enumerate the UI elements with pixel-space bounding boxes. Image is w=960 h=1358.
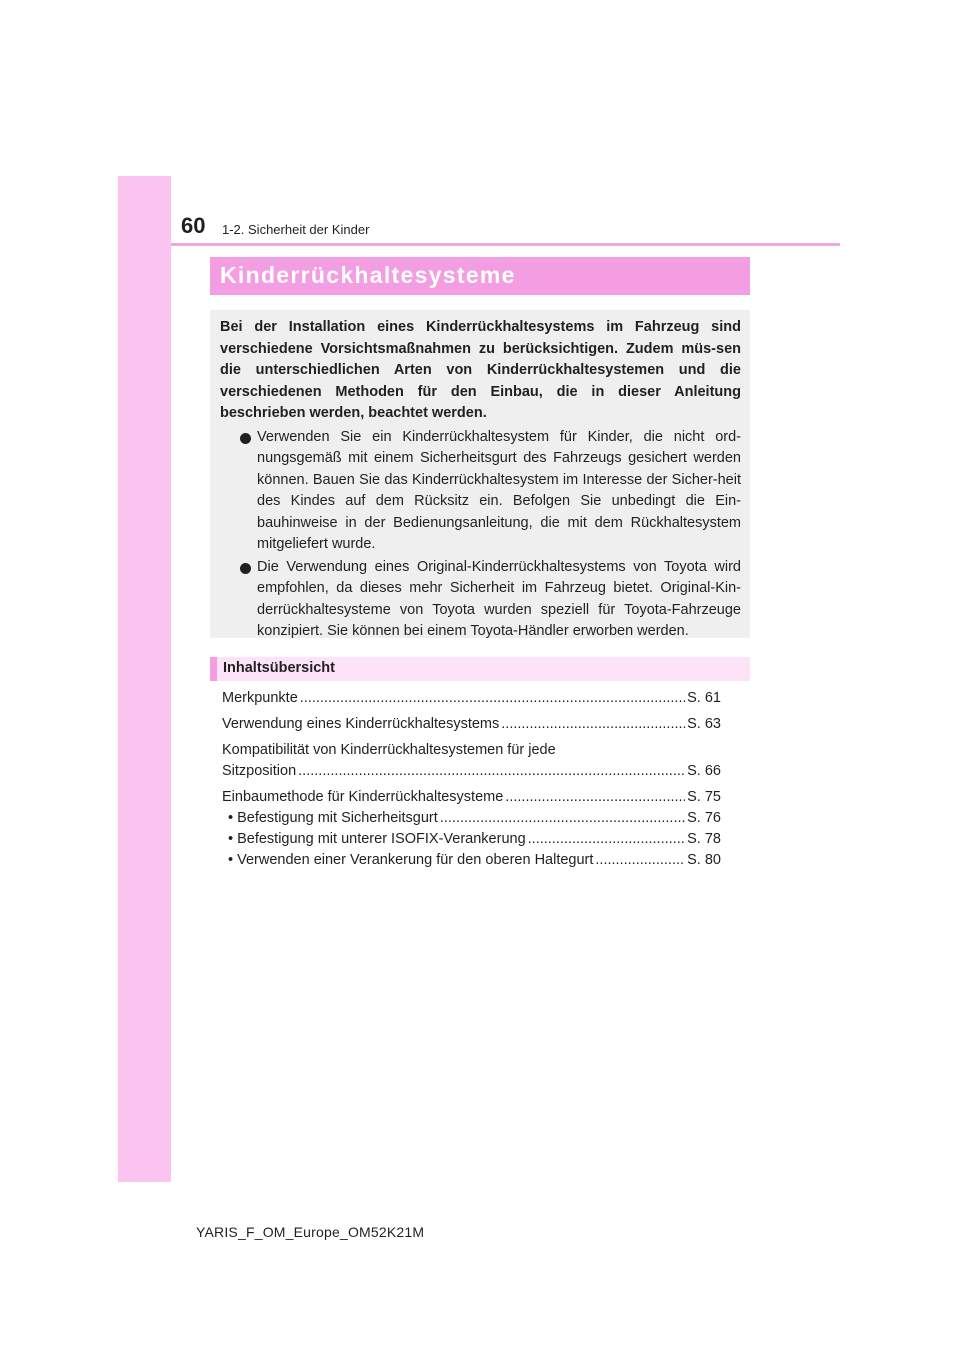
- section-label: 1-2. Sicherheit der Kinder: [222, 222, 370, 237]
- toc-entry-page: S. 78: [687, 831, 721, 847]
- toc-entry-einbaumethode[interactable]: [222, 788, 721, 806]
- toc-entry-page: S. 61: [687, 690, 721, 706]
- intro-bullet-text: Die Verwendung eines Original-Kinderrückhaltesystems von Toyota wird empfohlen, da dieses mehr Sicherheit im Fahrzeug bietet. Original-Kin-derrückhaltesysteme von Toyota wurden speziell für Toyota-Fahrzeuge konzipiert. Sie können bei einem Toyota-Händler erworben werden.: [257, 558, 741, 639]
- toc-entry-page: S. 76: [687, 810, 721, 826]
- toc-leader-dots: [298, 762, 685, 780]
- title-band: [210, 257, 750, 295]
- toc-entry-page: S. 75: [687, 789, 721, 805]
- intro-bullet: [220, 557, 741, 643]
- toc-entry-text: Einbaumethode für Kinderrückhaltesysteme: [222, 789, 504, 805]
- toc-leader-dots: [440, 809, 685, 827]
- page-title: Kinderrückhaltesysteme: [220, 262, 516, 288]
- toc-entry-page: S. 63: [687, 716, 721, 732]
- footer-code: YARIS_F_OM_Europe_OM52K21M: [196, 1224, 425, 1240]
- bullet-dot-icon: [240, 563, 251, 574]
- toc-entry-text: • Befestigung mit Sicherheitsgurt: [228, 810, 438, 826]
- toc-entry-page: S. 66: [687, 763, 721, 779]
- toc-header-accent: [210, 657, 217, 681]
- toc-entry-sicherheitsgurt[interactable]: [228, 809, 721, 827]
- toc-entry-text: Verwendung eines Kinderrückhaltesystems: [222, 716, 500, 732]
- header-rule: [171, 243, 840, 246]
- toc-entry-text: • Befestigung mit unterer ISOFIX-Verankerung: [228, 831, 526, 847]
- toc-entry-kompatibilitaet[interactable]: [222, 741, 721, 780]
- toc-leader-dots: [595, 851, 685, 869]
- toc-entry-haltegurt[interactable]: [228, 851, 721, 869]
- intro-box: [210, 310, 750, 638]
- page-number: 60: [181, 213, 206, 238]
- toc-header: [210, 657, 750, 681]
- toc-entry-isofix[interactable]: [228, 830, 721, 848]
- toc-leader-dots: [501, 715, 685, 733]
- toc-entry-text: Merkpunkte: [222, 690, 298, 706]
- side-tab-bar: [118, 176, 171, 1182]
- toc-entry-text: • Verwenden einer Verankerung für den oberen Haltegurt: [228, 852, 594, 868]
- intro-bullet-text: Verwenden Sie ein Kinderrückhaltesystem für Kinder, die nicht ord-nungsgemäß mit einem Sicherheitsgurt des Fahrzeugs gesichert werden können. Bauen Sie das Kinderrückhaltesystem im Interesse der Sicher-heit des Kindes auf dem Rücksitz ein. Befolgen Sie unbedingt die Ein-bauhinweise in der Bedienungsanleitung, die mit dem Rückhaltesystem mitgeliefert wurde.: [257, 428, 741, 552]
- toc-entry-text-line1: Kompatibilität von Kinderrückhaltesystemen für jede: [222, 742, 556, 758]
- bullet-dot-icon: [240, 433, 251, 444]
- toc-leader-dots: [528, 830, 686, 848]
- toc-leader-dots: [300, 689, 685, 707]
- toc-entry-verwendung[interactable]: [222, 715, 721, 733]
- toc-entry-text: Sitzposition: [222, 763, 297, 779]
- toc-leader-dots: [505, 788, 685, 806]
- intro-bullet: [220, 427, 741, 556]
- toc-entry-page: S. 80: [687, 852, 721, 868]
- toc-title: Inhaltsübersicht: [223, 660, 335, 676]
- toc-entry-merkpunkte[interactable]: [222, 689, 721, 707]
- intro-text: Bei der Installation eines Kinderrückhaltesystems im Fahrzeug sind verschiedene Vorsichtsmaßnahmen zu berücksichtigen. Zudem müs-sen die unterschiedlichen Arten von Kinderrückhaltesystemen und die verschiedenen Methoden für den Einbau, die in dieser Anleitung beschrieben werden, beachtet werden.: [220, 319, 741, 421]
